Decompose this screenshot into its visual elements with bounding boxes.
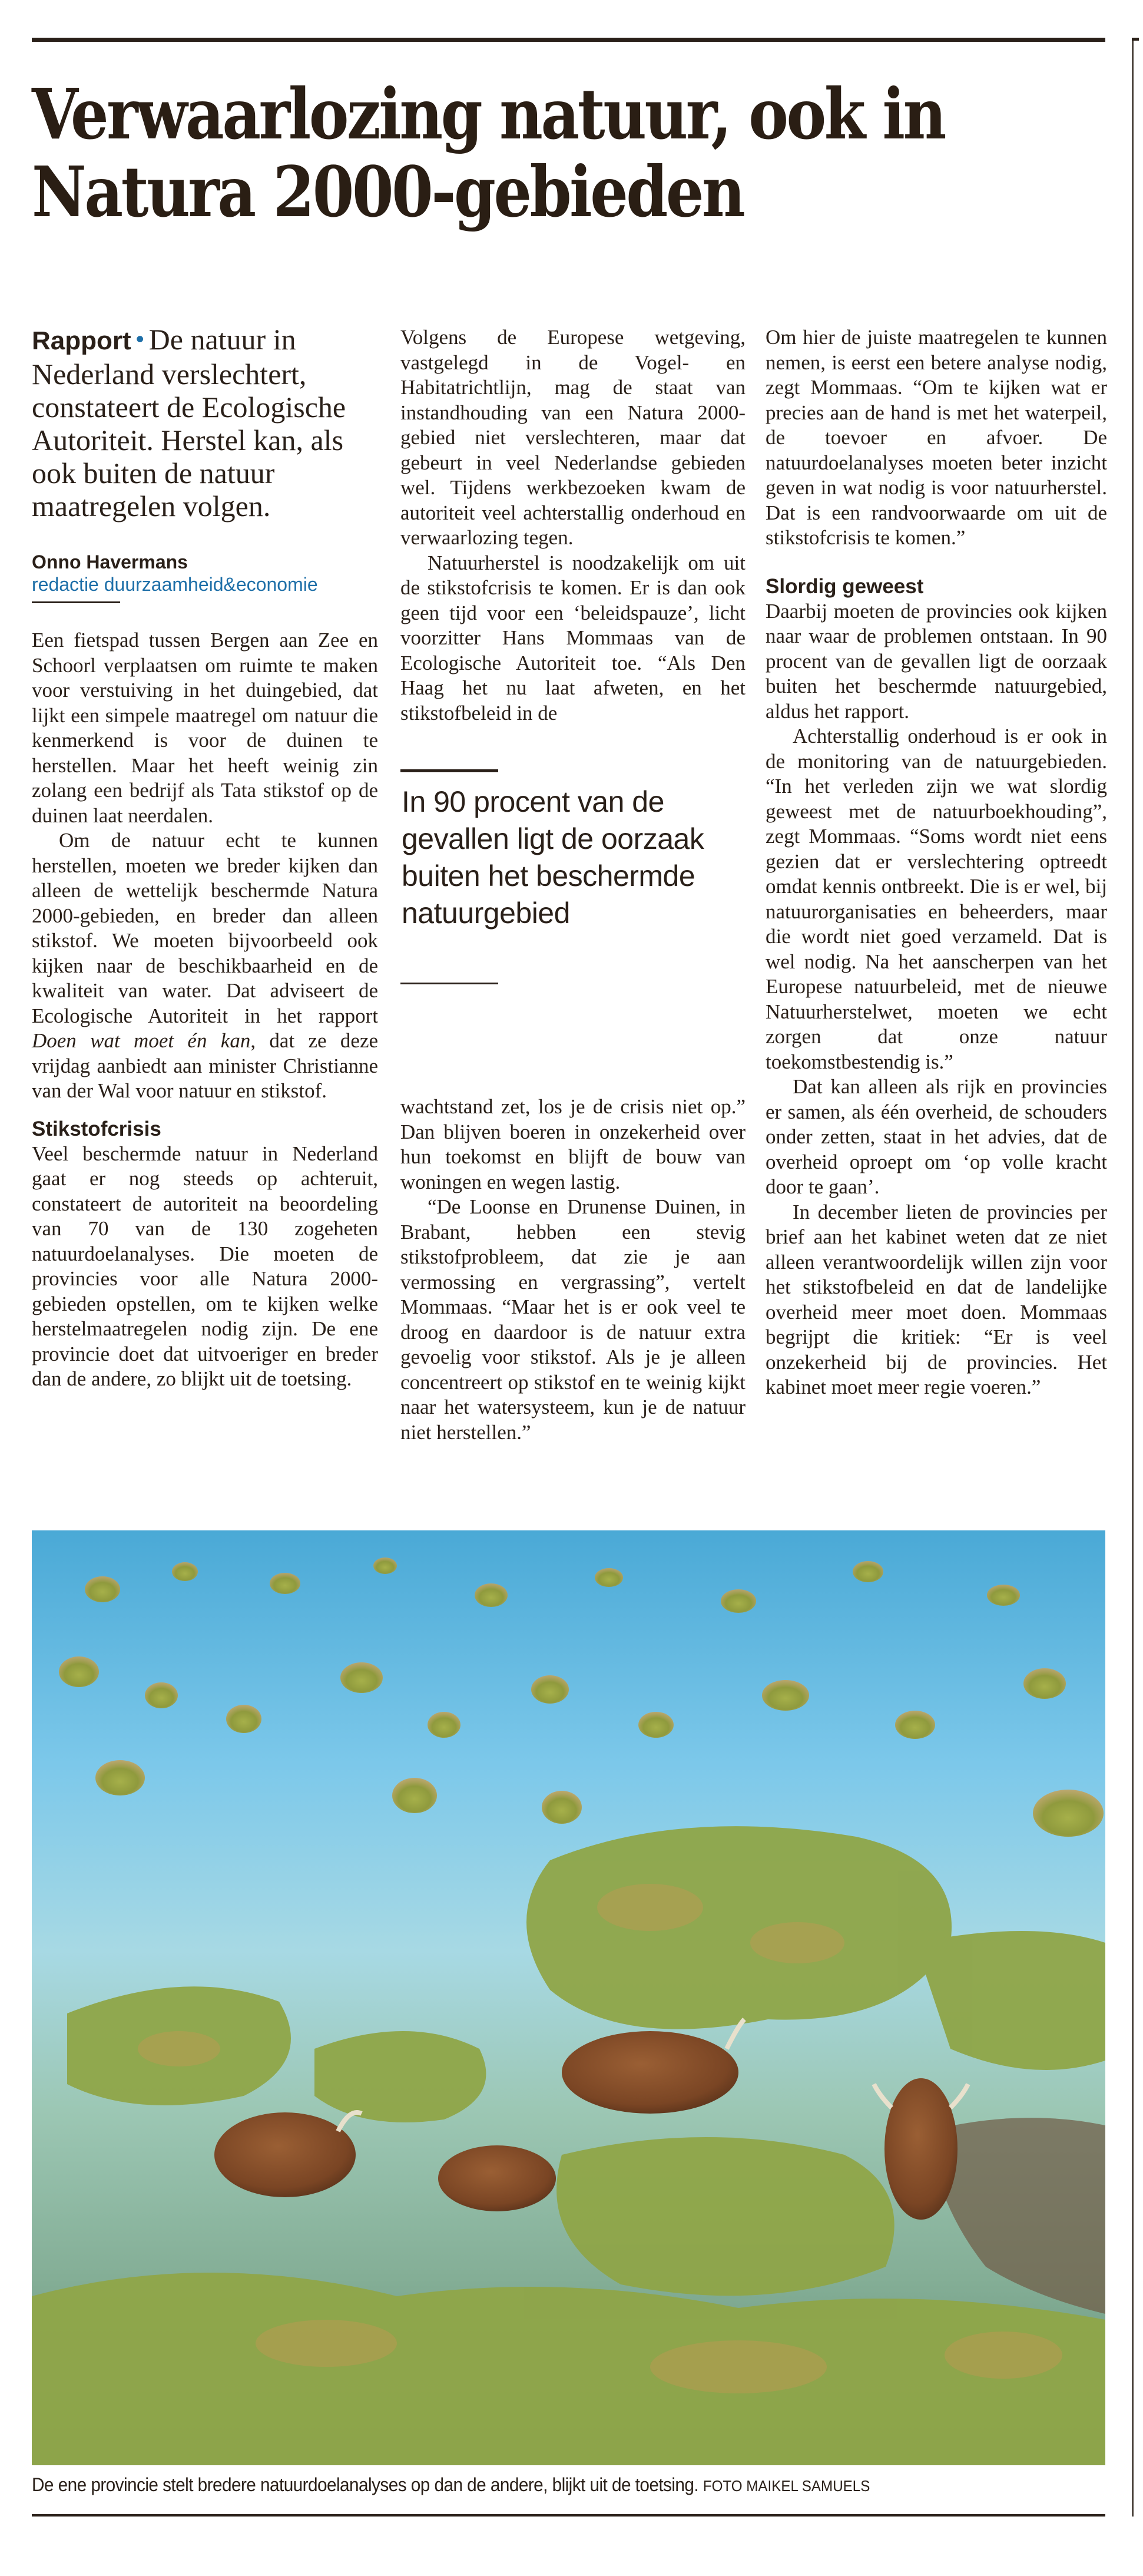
kicker: Rapport (32, 326, 131, 355)
kicker-bullet-icon: • (135, 326, 144, 352)
column-divider-right (1132, 38, 1134, 2517)
column-3-body (766, 325, 1107, 1400)
column-1-body (32, 628, 378, 1392)
paragraph: Daarbij moeten de provincies ook kijken naar waar de problemen ontstaan. In 90 procent van de gevallen ligt de oorzaak buiten het beschermde natuurgebied, aldus het rapport. (766, 599, 1107, 723)
byline-rule (32, 601, 120, 603)
top-rule (32, 38, 1105, 42)
pull-quote-rule-bottom (400, 983, 498, 984)
paragraph: Een fietspad tussen Bergen aan Zee en Schoorl verplaatsen om ruimte te maken voor verstuiving in het duingebied, dat lijkt een simpele maatregel om natuur die kenmerkend is voor de duinen te herstellen. Maar het heeft weinig zin zolang een bedrijf als Tata stikstof op de duinen laat neerdalen. (32, 629, 378, 827)
paragraph: Om hier de juiste maatregelen te kunnen nemen, is eerst een betere analyse nodig, zegt Mommaas. “Om te kijken wat er precies aan de hand is met het waterpeil, de toevoer en afvoer. De natuurdoelanalyses moeten beter inzicht geven in wat nodig is voor natuurherstel. Dat is een randvoorwaarde om uit de stikstofcrisis te komen.” (766, 326, 1107, 549)
lead-paragraph (32, 323, 378, 523)
lead-text: De natuur in Nederland verslechtert, constateert de Ecologische Autoriteit. Herstel kan, als ook buiten de natuur maatregelen volgen. (32, 323, 346, 523)
subheading-stikstofcrisis: Stikstofcrisis (32, 1117, 161, 1140)
subheading-slordig-geweest: Slordig geweest (766, 574, 924, 598)
paragraph: wachtstand zet, los je de crisis niet op.” Dan blijven boeren in onzekerheid over hun toekomst en blijft de bouw van woningen en wegen lastig. (400, 1095, 746, 1193)
photo-caption (32, 2473, 1034, 2498)
byline-author: Onno Havermans (32, 551, 188, 573)
article-photo[interactable] (32, 1530, 1105, 2465)
headline: Verwaarlozing natuur, ook in Natura 2000-gebieden (32, 73, 945, 233)
paragraph: Veel beschermde natuur in Nederland gaat er nog steeds op achteruit, constateert de autoriteit na beoordeling van 70 van de 130 zogeheten natuurdoelanalyses. Die moeten de provincies voor alle Natura 2000-gebieden opstellen, om te kijken welke herstelmaatregelen nodig zijn. De ene provincie doet dat uitvoeriger en breder dan de andere, zo blijkt uit de toetsing. (32, 1142, 378, 1390)
column-2-body-top (400, 325, 746, 726)
report-title: Doen wat moet én kan (32, 1029, 251, 1052)
photo-credit: FOTO MAIKEL SAMUELS (703, 2477, 870, 2495)
paragraph: Dat kan alleen als rijk en provincies er samen, als één overheid, de schouders onder zetten, staat in het advies, dat de overheid oproept om ‘op volle kracht door te gaan’. (766, 1075, 1107, 1198)
paragraph: Natuurherstel is noodzakelijk om uit de stikstofcrisis te komen. Er is dan ook geen tijd voor een ‘beleidspauze’, licht voorzitter Hans Mommaas van de Ecologische Autoriteit toe. “Als Den Haag het nu laat afweten, en het stikstofbeleid in de (400, 551, 746, 725)
bottom-rule (32, 2514, 1105, 2517)
paragraph: Achterstallig onderhoud is er ook in de monitoring van de natuurgebieden. “In het verleden zijn we wat slordig geweest met de natuurboekhouding”, zegt Mommaas. “Soms wordt niet eens gezien dat er verslechtering optreedt omdat kennis ontbreekt. Die is er wel, bij natuurorganisaties en beheerders, maar die wordt niet goed verzameld. Dat is wel nodig. Na het aanscherpen van het Europese natuurbeleid, met de nieuwe Natuurherstelwet, moeten we echt zorgen dat onze natuur toekomstbestendig is.” (766, 725, 1107, 1073)
paragraph: Om de natuur echt te kunnen herstellen, moeten we breder kijken dan alleen de wettelijk beschermde Natura 2000-gebieden, en breder dan alleen stikstof. We moeten bijvoorbeeld ook kijken naar de beschikbaarheid en de kwaliteit van water. Dat adviseert de Ecologische Autoriteit in het rapport Doen wat moet én kan, dat ze deze vrijdag aanbiedt aan minister Christianne van der Wal voor natuur en stikstof. (32, 829, 379, 1102)
paragraph: “De Loonse en Drunense Duinen, in Brabant, hebben een stevig stikstofprobleem, dat zie je aan vermossing en vergrassing”, vertelt Mommaas. “Maar het is er ook veel te droog en daardoor is de natuur extra gevoelig voor stikstof. Als je je alleen concentreert op stikstof en te weinig kijkt naar het watersysteem, kun je de natuur niet herstellen.” (400, 1195, 746, 1444)
pull-quote-rule-top (400, 769, 498, 772)
byline-desk[interactable]: redactie duurzaamheid&economie (32, 574, 318, 595)
caption-text: De ene provincie stelt bredere natuurdoelanalyses op dan de andere, blijkt uit de toetsing. (32, 2474, 699, 2495)
byline (32, 551, 378, 603)
paragraph: In december lieten de provincies per brief aan het kabinet weten dat ze niet alleen verantwoordelijk willen zijn voor het stikstofbeleid en dat de landelijke overheid meer moet doen. Mommaas begrijpt die kritiek: “Er is veel onzekerheid bij de provincies. Het kabinet moet meer regie voeren.” (766, 1200, 1107, 1398)
column-2-body-bottom (400, 1094, 746, 1445)
paragraph: Volgens de Europese wetgeving, vastgelegd in de Vogel- en Habitatrichtlijn, mag de staat van instandhouding van een Natura 2000-gebied niet verslechteren, maar dat gebeurt in veel Nederlandse gebieden wel. Tijdens werkbezoeken kwam de autoriteit veel achterstallig onderhoud en verwaarlozing tegen. (400, 326, 746, 549)
pull-quote: In 90 procent van de gevallen ligt de oorzaak buiten het beschermde natuurgebied (402, 785, 704, 930)
photo-wetland-cattle-illustration (32, 1530, 1105, 2465)
